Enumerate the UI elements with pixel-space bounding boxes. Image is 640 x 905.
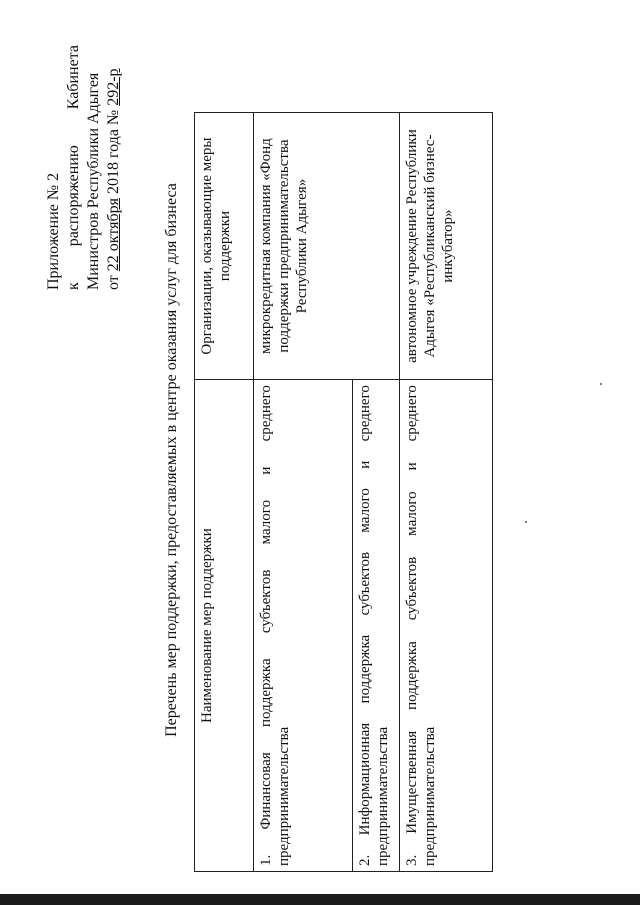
row-number: 1. [258, 854, 274, 866]
issuer: Министров Республики Адыгея [85, 72, 102, 290]
measure-cell [400, 380, 493, 872]
table-header-row [195, 113, 254, 872]
decree-day-month: 22 октября [105, 198, 122, 272]
table-row [254, 113, 353, 872]
column-header-organization: Организации, оказывающие меры поддержки [195, 113, 254, 380]
organization-cell: микрокредитная компания «Фонд поддержки предпринимательства Республики Адыгея» [254, 113, 400, 380]
column-header-measure: Наименование мер поддержки [195, 380, 254, 872]
page-title: Перечень мер поддержки, предоставляемых в центре оказания услуг для бизнеса [163, 183, 180, 737]
support-measures-table [194, 112, 493, 872]
decree-date: от 22 октября 2018 года № 292-р [105, 68, 122, 290]
row-number: 3. [404, 854, 420, 866]
rotated-page [30, 30, 610, 890]
appendix-number: Приложение № 2 [45, 172, 62, 290]
organization-cell: автономное учреждение Республики Адыгея «Республиканский бизнес-инкубатор» [400, 113, 493, 380]
measure-cell [353, 380, 400, 872]
measure-name: Имущественная поддержка субъектов малого и среднего предпринимательства [404, 385, 438, 866]
measure-name: Финансовая поддержка субъектов малого и среднего предпринимательства [258, 385, 292, 866]
decree-reference: к распоряжению Кабинета [65, 45, 82, 290]
row-number: 2. [357, 854, 373, 866]
decree-number: 292-р [105, 68, 122, 106]
measure-name: Информационная поддержка субъектов малого и среднего предпринимательства [357, 385, 391, 866]
measure-cell [254, 380, 353, 872]
table-row [400, 113, 493, 872]
scan-border [0, 894, 640, 905]
appendix-header [44, 45, 124, 290]
